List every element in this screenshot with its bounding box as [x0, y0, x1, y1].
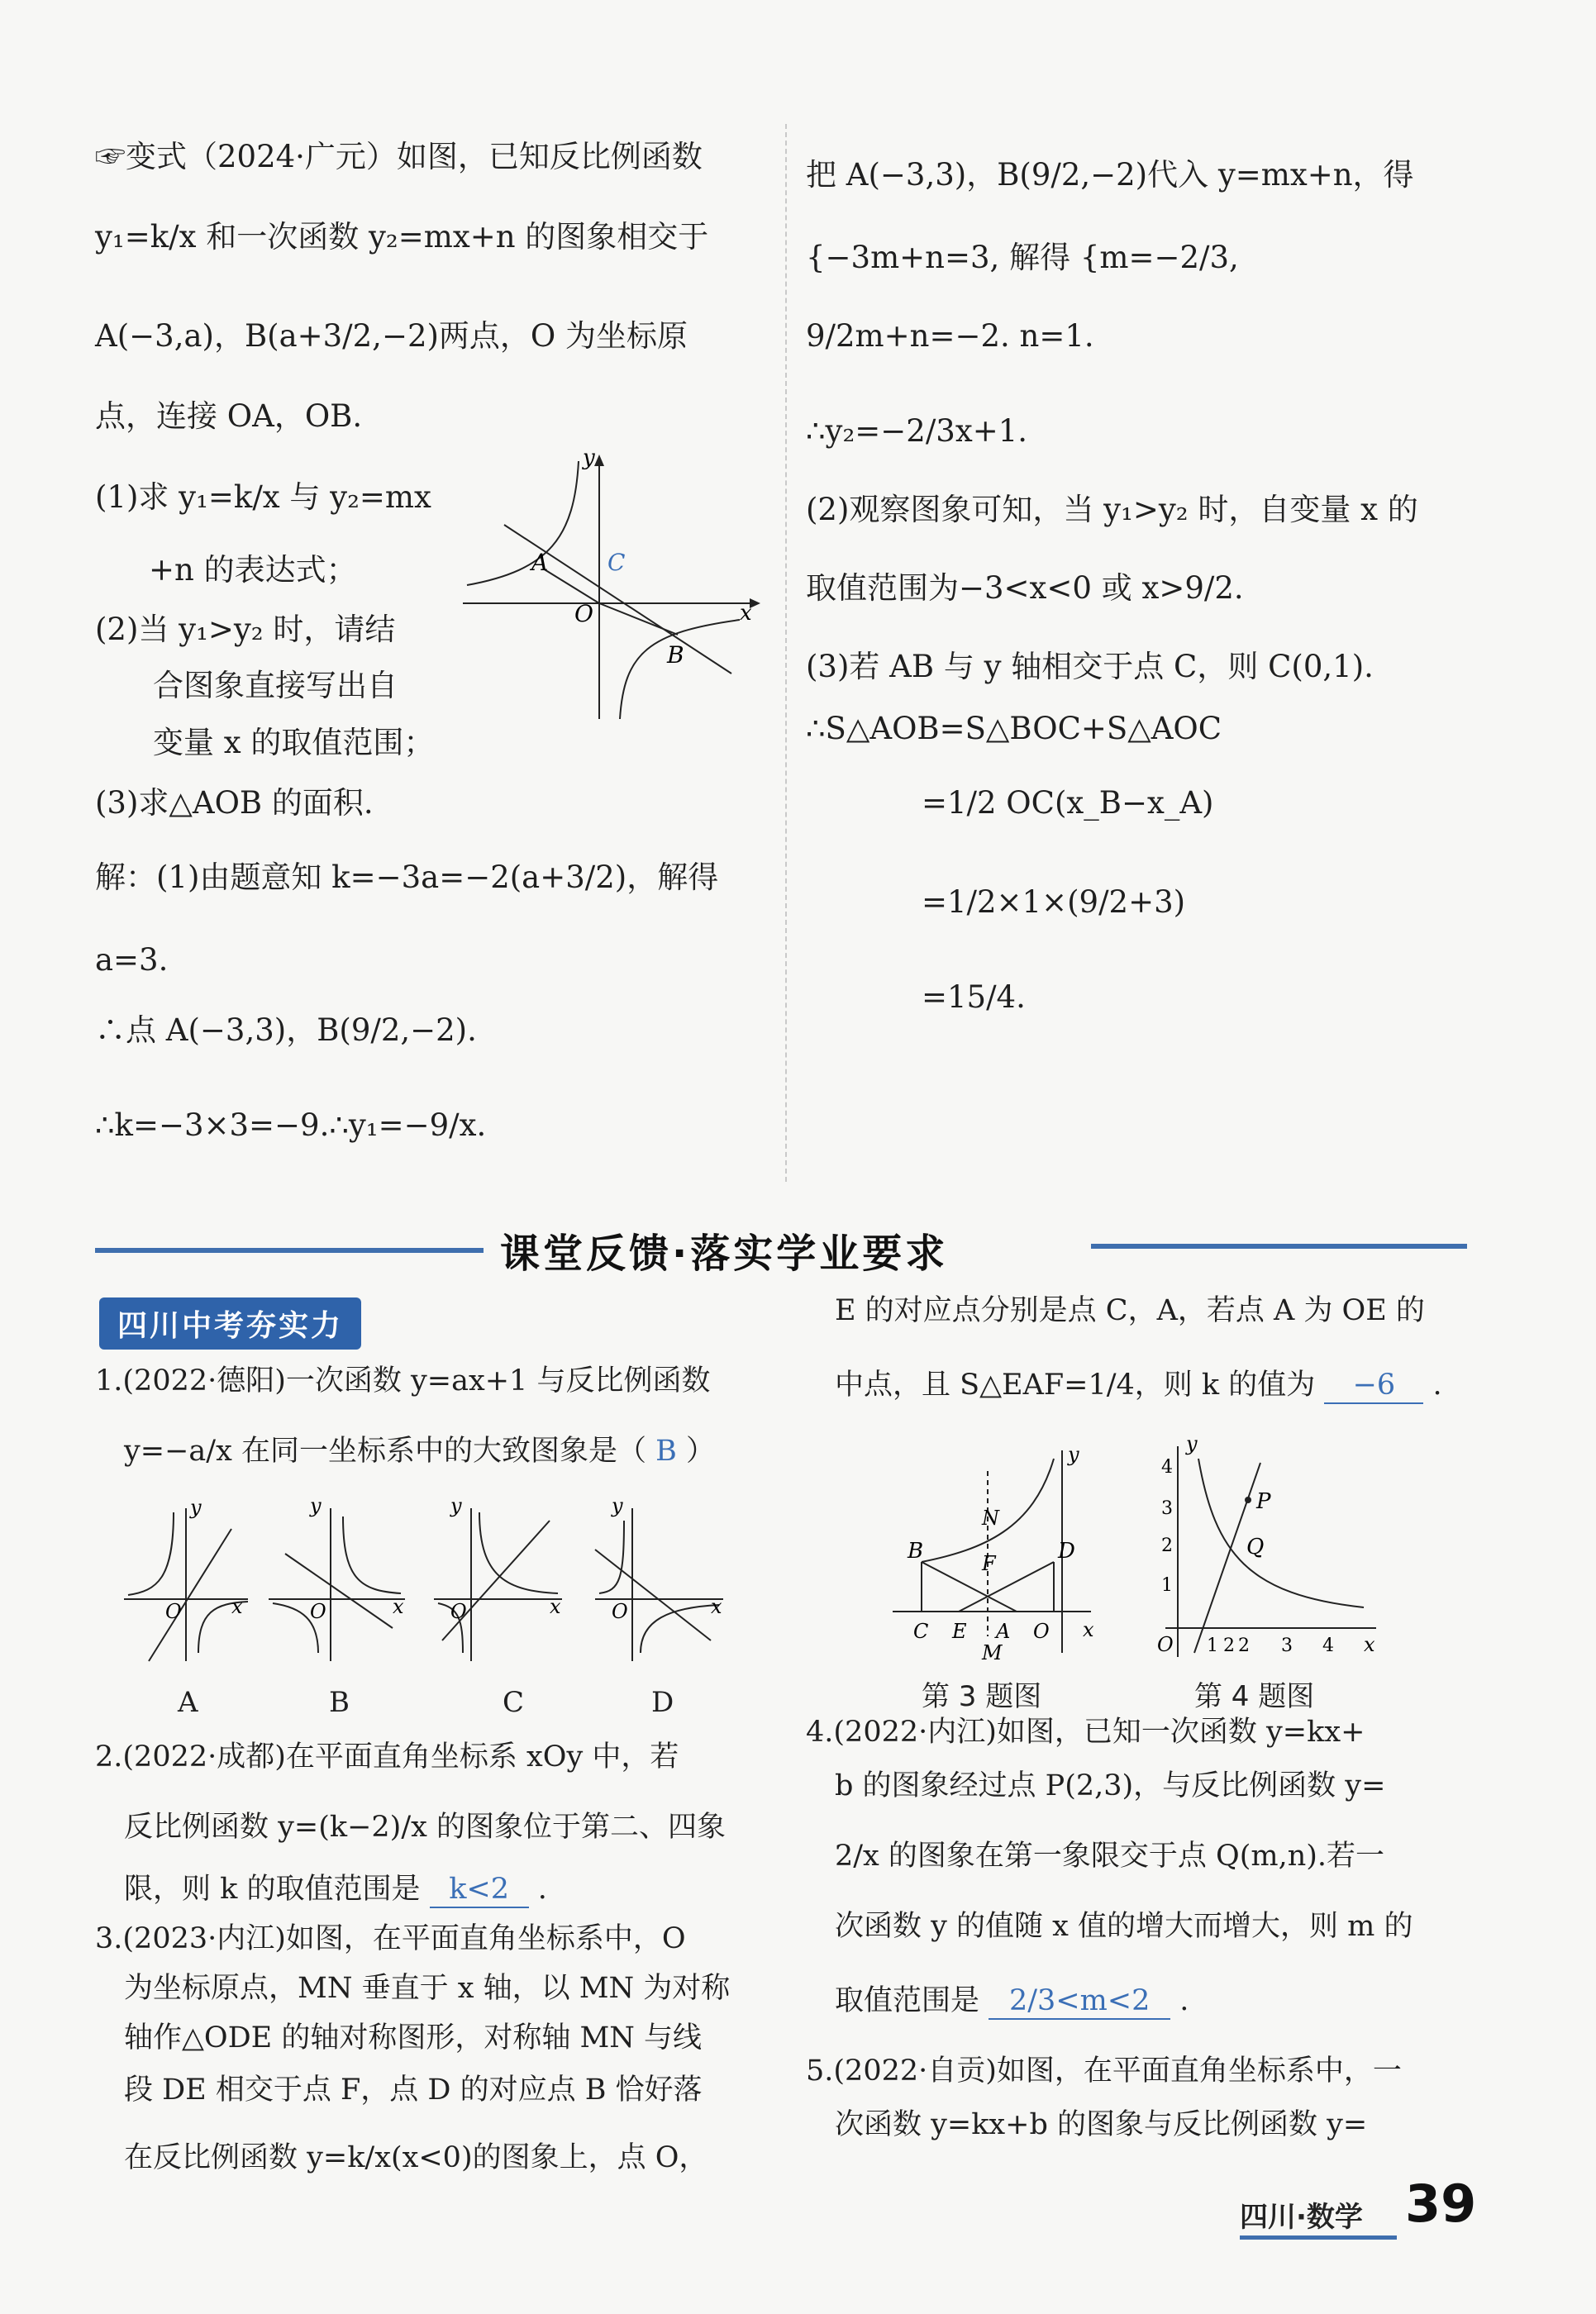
problem-3-cont [835, 1368, 1442, 1404]
label-o: O [574, 600, 593, 627]
question-2: (2)当 y₁>y₂ 时，请结 [95, 612, 396, 647]
svg-text:F: F [982, 1552, 996, 1575]
svg-text:3: 3 [1281, 1636, 1293, 1656]
svg-text:D: D [1058, 1539, 1075, 1564]
problem-4-cont: b 的图象经过点 P(2,3)，与反比例函数 y= [835, 1769, 1386, 1802]
variant-figure [459, 446, 773, 727]
svg-text:3: 3 [1161, 1498, 1173, 1519]
solution-system: {−3m+n=3, 解得 {m=−2/3, [806, 240, 1239, 275]
banner-rule-right [1091, 1244, 1467, 1249]
problem-4-cont [835, 1983, 1189, 2020]
segment-ob [599, 603, 678, 635]
answer-3: −6 [1324, 1368, 1423, 1404]
problem-2-end: . [537, 1873, 547, 1906]
column-divider [785, 124, 787, 1182]
solution-line: (3)若 AB 与 y 轴相交于点 C，则 C(0,1). [806, 649, 1374, 684]
problem-5: 5.(2022·自贡)如图，在平面直角坐标系中，一 [806, 2055, 1402, 2088]
problem-3-cont: 轴作△ODE 的轴对称图形，对称轴 MN 与线 [124, 2021, 703, 2055]
svg-text:2: 2 [1161, 1536, 1173, 1556]
svg-text:N: N [982, 1507, 999, 1530]
svg-text:x: x [393, 1595, 404, 1618]
svg-text:4: 4 [1322, 1636, 1334, 1656]
problem-3-text: 中点，且 S△EAF=1/4，则 k 的值为 [835, 1369, 1316, 1402]
problem-3: 3.(2023·内江)如图，在平面直角坐标系中，O [95, 1922, 686, 1955]
problem-1-paren: ） [685, 1435, 715, 1468]
solution-line: 解：(1)由题意知 k=−3a=−2(a+3/2)，解得 [95, 859, 719, 895]
problem-2-text: 限，则 k 的取值范围是 [124, 1873, 421, 1906]
label-x: x [740, 601, 752, 626]
svg-text:y: y [450, 1494, 462, 1517]
question-1-cont: +n 的表达式； [149, 552, 357, 588]
svg-text:x: x [550, 1595, 561, 1618]
svg-text:M: M [982, 1641, 1003, 1664]
svg-text:P: P [1256, 1489, 1271, 1514]
option-label-a: A [178, 1686, 198, 1719]
option-label-d: D [651, 1686, 674, 1719]
problem-text: y₁=k/x 和一次函数 y₂=mx+n 的图象相交于 [95, 219, 709, 255]
problem-3-end: . [1432, 1369, 1442, 1402]
svg-text:y: y [1068, 1443, 1079, 1466]
solution-line: 把 A(−3,3)，B(9/2,−2)代入 y=mx+n，得 [806, 157, 1414, 193]
svg-text:y: y [1186, 1432, 1198, 1455]
label-b: B [667, 641, 684, 669]
problem-2: 2.(2022·成都)在平面直角坐标系 xOy 中，若 [95, 1740, 679, 1774]
solution-line: 取值范围为−3<x<0 或 x>9/2. [806, 570, 1244, 606]
svg-text:O: O [165, 1600, 182, 1623]
label-a: A [531, 549, 549, 576]
figure-3-caption: 第 3 题图 [922, 1680, 1042, 1713]
answer-4: 2/3<m<2 [989, 1983, 1170, 2020]
problem-4-text: 取值范围是 [835, 1984, 980, 2017]
label-y: y [583, 446, 595, 470]
svg-text:x: x [711, 1595, 722, 1618]
banner-rule-left [95, 1248, 484, 1253]
problem-1-cont [124, 1434, 715, 1469]
svg-text:O: O [612, 1600, 628, 1623]
question-3: (3)求△AOB 的面积. [95, 785, 374, 821]
option-label-b: B [329, 1686, 350, 1719]
problem-2-cont [124, 1872, 547, 1908]
svg-text:A: A [996, 1620, 1011, 1643]
graph-b [269, 1494, 405, 1661]
problem-1-graphs [116, 1488, 744, 1686]
figure-4 [1141, 1430, 1389, 1669]
problem-1-text: y=−a/x 在同一坐标系中的大致图象是（ [124, 1435, 646, 1468]
footer-subject: 四川·数学 [1240, 2201, 1363, 2234]
svg-text:1: 1 [1207, 1636, 1218, 1656]
svg-text:y: y [612, 1494, 623, 1517]
problem-4-cont: 次函数 y 的值随 x 值的增大而增大，则 m 的 [835, 1910, 1413, 1943]
problem-text: 点，连接 OA，OB. [95, 398, 363, 434]
option-label-c: C [503, 1686, 525, 1719]
hyperbola-branch [467, 461, 579, 585]
solution-line: a=3. [95, 942, 169, 978]
hyperbola-branch [620, 620, 740, 719]
page-number: 39 [1405, 2174, 1477, 2234]
label-c: C [607, 549, 626, 576]
svg-text:C: C [913, 1620, 929, 1643]
answer-2: k<2 [430, 1872, 529, 1908]
problem-5-cont: 次函数 y=kx+b 的图象与反比例函数 y= [835, 2108, 1368, 2141]
solution-line: (2)观察图象可知，当 y₁>y₂ 时，自变量 x 的 [806, 492, 1418, 527]
problem-3-cont: E 的对应点分别是点 C，A，若点 A 为 OE 的 [835, 1294, 1425, 1327]
solution-system: 9/2m+n=−2. n=1. [806, 318, 1094, 354]
svg-text:B: B [908, 1539, 924, 1564]
line-y2 [504, 525, 731, 674]
problem-4-end: . [1179, 1984, 1189, 2017]
y-axis-arrow-icon [594, 455, 604, 466]
graph-a [124, 1496, 248, 1661]
svg-text:O: O [310, 1600, 326, 1623]
problem-3-cont: 在反比例函数 y=k/x(x<0)的图象上，点 O， [124, 2141, 708, 2174]
question-1: (1)求 y₁=k/x 与 y₂=mx [95, 479, 431, 515]
question-2-cont: 合图象直接写出自 [153, 668, 398, 703]
figure-3 [884, 1438, 1099, 1669]
solution-line: =1/2×1×(9/2+3) [922, 884, 1186, 920]
question-2-cont: 变量 x 的取值范围； [153, 725, 435, 760]
answer-1: B [655, 1435, 677, 1468]
solution-line: ∴点 A(−3,3)，B(9/2,−2). [95, 1012, 477, 1048]
solution-line: ∴y₂=−2/3x+1. [806, 413, 1027, 449]
problem-4-cont: 2/x 的图象在第一象限交于点 Q(m,n).若一 [835, 1840, 1385, 1873]
svg-text:2: 2 [1223, 1636, 1235, 1656]
graph-d [595, 1494, 723, 1661]
section-tag: 四川中考夯实力 [99, 1297, 361, 1350]
svg-text:Q: Q [1246, 1535, 1265, 1559]
solution-line: ∴k=−3×3=−9.∴y₁=−9/x. [95, 1107, 487, 1143]
svg-text:O: O [1033, 1620, 1050, 1643]
svg-text:1: 1 [1161, 1575, 1173, 1596]
section-banner: 课堂反馈·落实学业要求 [500, 1231, 949, 1277]
problem-3-cont: 为坐标原点，MN 垂直于 x 轴，以 MN 为对称 [124, 1972, 731, 2005]
solution-line: =1/2 OC(x_B−x_A) [922, 785, 1214, 821]
svg-text:E: E [952, 1620, 967, 1643]
svg-text:2: 2 [1238, 1636, 1250, 1656]
svg-text:O: O [1157, 1633, 1174, 1656]
figure-4-caption: 第 4 题图 [1194, 1680, 1315, 1713]
svg-text:y: y [310, 1494, 322, 1517]
svg-text:x: x [1083, 1618, 1094, 1641]
svg-text:x: x [231, 1595, 243, 1618]
problem-2-cont: 反比例函数 y=(k−2)/x 的图象位于第二、四象 [124, 1811, 726, 1844]
solution-line: ∴S△AOB=S△BOC+S△AOC [806, 711, 1222, 746]
svg-text:x: x [1364, 1633, 1375, 1656]
segment-oa [543, 569, 599, 603]
problem-1: 1.(2022·德阳)一次函数 y=ax+1 与反比例函数 [95, 1364, 711, 1397]
problem-4: 4.(2022·内江)如图，已知一次函数 y=kx+ [806, 1716, 1365, 1749]
solution-line: =15/4. [922, 979, 1026, 1015]
variant-heading: ☞变式（2024·广元）如图，已知反比例函数 [95, 139, 703, 174]
svg-text:O: O [450, 1600, 467, 1623]
footer-rule [1240, 2235, 1397, 2240]
problem-text: A(−3,a)，B(a+3/2,−2)两点，O 为坐标原 [95, 318, 688, 354]
svg-text:4: 4 [1161, 1457, 1173, 1478]
svg-text:y: y [190, 1496, 202, 1519]
problem-3-cont: 段 DE 相交于点 F，点 D 的对应点 B 恰好落 [124, 2074, 703, 2107]
graph-c [434, 1494, 562, 1661]
